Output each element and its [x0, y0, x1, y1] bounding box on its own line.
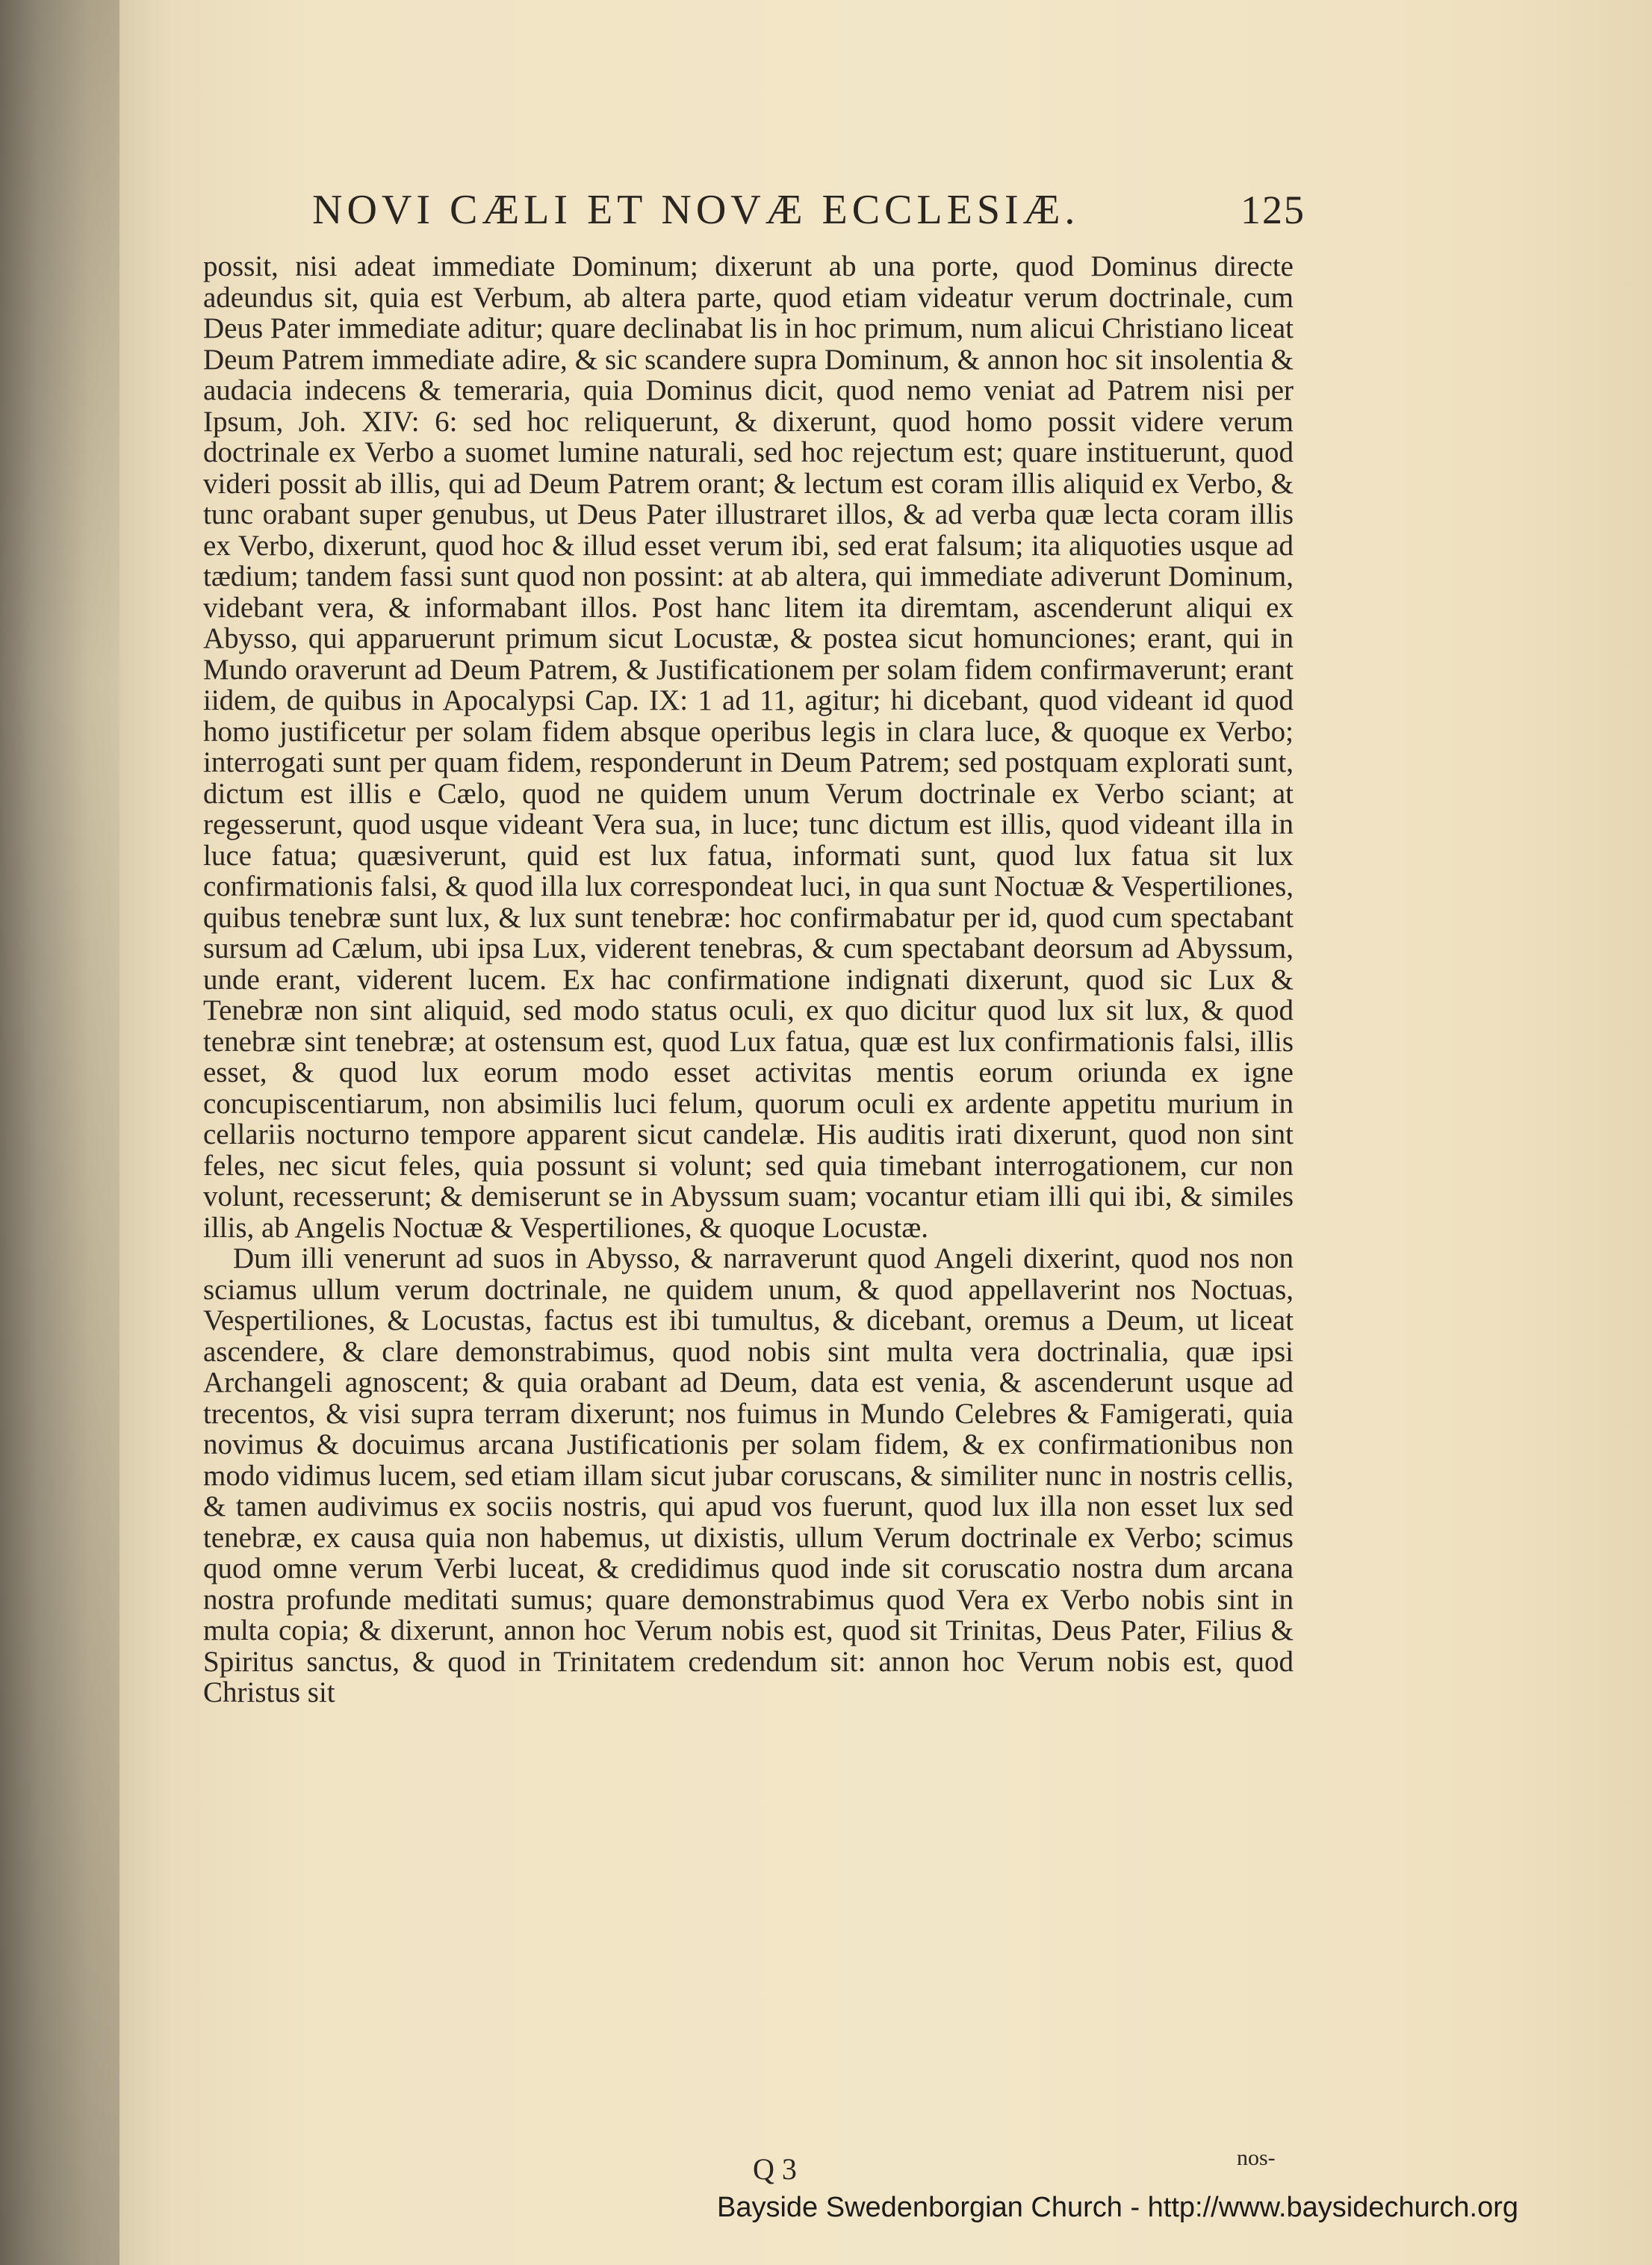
paragraph-2: Dum illi venerunt ad suos in Abysso, & narraverunt quod Angeli dixerint, quod nos non sciamus ullum verum doctrinale, ne quidem unum, & quod appellaverint nos Noctuas, Vespertiliones, & Locustas, factus est ibi tumultus, & dicebant, oremus a Deum, ut liceat ascendere, & clare demonstrabimus, quod nobis sint multa vera doctrinalia, quæ ipsi Archangeli agnoscent; & quia orabant ad Deum, data est venia, & ascenderunt usque ad trecentos, & visi supra terram dixerunt; nos fuimus in Mundo Celebres & Famigerati, quia novimus & docuimus arcana Justificationis per solam fidem, & ex confirmationibus non modo vidimus lucem, sed etiam illam sicut jubar coruscans, & similiter nunc in nostris cellis, & tamen audivimus ex sociis nostris, qui apud vos fuerunt, quod lux illa non esset lux sed tenebræ, ex causa quia non habemus, ut dixistis, ullum Verum doctrinale ex Verbo; scimus quod omne verum Verbi luceat, & credidimus quod inde sit coruscatio nostra dum arcana nostra profunde meditati sumus; quare demonstrabimus quod Vera ex Verbo nobis sint in multa copia; & dixerunt, annon hoc Verum nobis est, quod sit Trinitas, Deus Pater, Filius & Spiritus sanctus, & quod in Trinitatem credendum sit: annon hoc Verum nobis est, quod Christus sit — [203, 1242, 1294, 1708]
catchword: nos- — [1237, 2145, 1276, 2170]
page-gutter-shadow — [0, 0, 119, 2265]
running-head-title: NOVI CÆLI ET NOVÆ ECCLESIÆ. — [312, 187, 1080, 233]
body-text — [203, 251, 1294, 1708]
page-number: 125 — [1240, 188, 1305, 232]
watermark-credit: Bayside Swedenborgian Church - http://www.baysidechurch.org — [717, 2192, 1519, 2223]
paragraph-1: possit, nisi adeat immediate Dominum; dixerunt ab una porte, quod Dominus directe adeundus sit, quia est Verbum, ab altera parte, quod etiam videatur verum doctrinale, cum Deus Pater immediate aditur; quare declinabat lis in hoc primum, num alicui Christiano liceat Deum Patrem immediate adire, & sic scandere supra Dominum, & annon hoc sit insolentia & audacia indecens & temeraria, quia Dominus dicit, quod nemo veniat ad Patrem nisi per Ipsum, Joh. XIV: 6: sed hoc reliquerunt, & dixerunt, quod homo possit videre verum doctrinale ex Verbo a suomet lumine naturali, sed hoc rejectum est; quare instituerunt, quod videri possit ab illis, qui ad Deum Patrem orant; & lectum est coram illis aliquid ex Verbo, & tunc orabant super genubus, ut Deus Pater illustraret illos, & ad verba quæ lecta coram illis ex Verbo, dixerunt, quod hoc & illud esset verum ibi, sed erat falsum; ita aliquoties usque ad tædium; tandem fassi sunt quod non possint: at ab altera, qui immediate adiverunt Dominum, videbant vera, & informabant illos. Post hanc litem ita diremtam, ascenderunt aliqui ex Abysso, qui apparuerunt primum sicut Locustæ, & postea sicut homunciones; erant, qui in Mundo oraverunt ad Deum Patrem, & Justificationem per solam fidem confirmaverunt; erant iidem, de quibus in Apocalypsi Cap. IX: 1 ad 11, agitur; hi dicebant, quod videant id quod homo justificetur per solam fidem absque operibus legis in clara luce, & quoque ex Verbo; interrogati sunt per quam fidem, responderunt in Deum Patrem; sed postquam explorati sunt, dictum est illis e Cælo, quod ne quidem unum Verum doctrinale ex Verbo sciant; at regesserunt, quod usque videant Vera sua, in luce; tunc dictum est illis, quod videant illa in luce fatua; quæsiverunt, quid est lux fatua, informati sunt, quod lux fatua sit lux confirmationis falsi, & quod illa lux correspondeat luci, in qua sunt Noctuæ & Vespertiliones, quibus tenebræ sunt lux, & lux sunt tenebræ: hoc confirmabatur per id, quod cum spectabant sursum ad Cælum, ubi ipsa Lux, viderent tenebras, & cum spectabant deorsum ad Abyssum, unde erant, viderent lucem. Ex hac confirmatione indignati dixerunt, quod sic Lux & Tenebræ non sint aliquid, sed modo status oculi, ex quo dicitur quod lux sit lux, & quod tenebræ sint tenebræ; at ostensum est, quod Lux fatua, quæ est lux confirmationis falsi, illis esset, & quod lux eorum modo esset activitas mentis eorum oriunda ex igne concupiscentiarum, non absimilis luci felum, quorum oculi ex ardente appetitu murium in cellariis nocturno tempore apparent sicut candelæ. His auditis irati dixerunt, quod non sint feles, nec sicut feles, quia possunt si volunt; sed quia timebant interrogationem, cur non volunt, recesserunt; & demiserunt se in Abyssum suam; vocantur etiam illi qui ibi, & similes illis, ab Angelis Noctuæ & Vespertiliones, & quoque Locustæ. — [203, 250, 1294, 1244]
running-head — [312, 184, 1305, 244]
signature-mark: Q 3 — [753, 2152, 797, 2186]
